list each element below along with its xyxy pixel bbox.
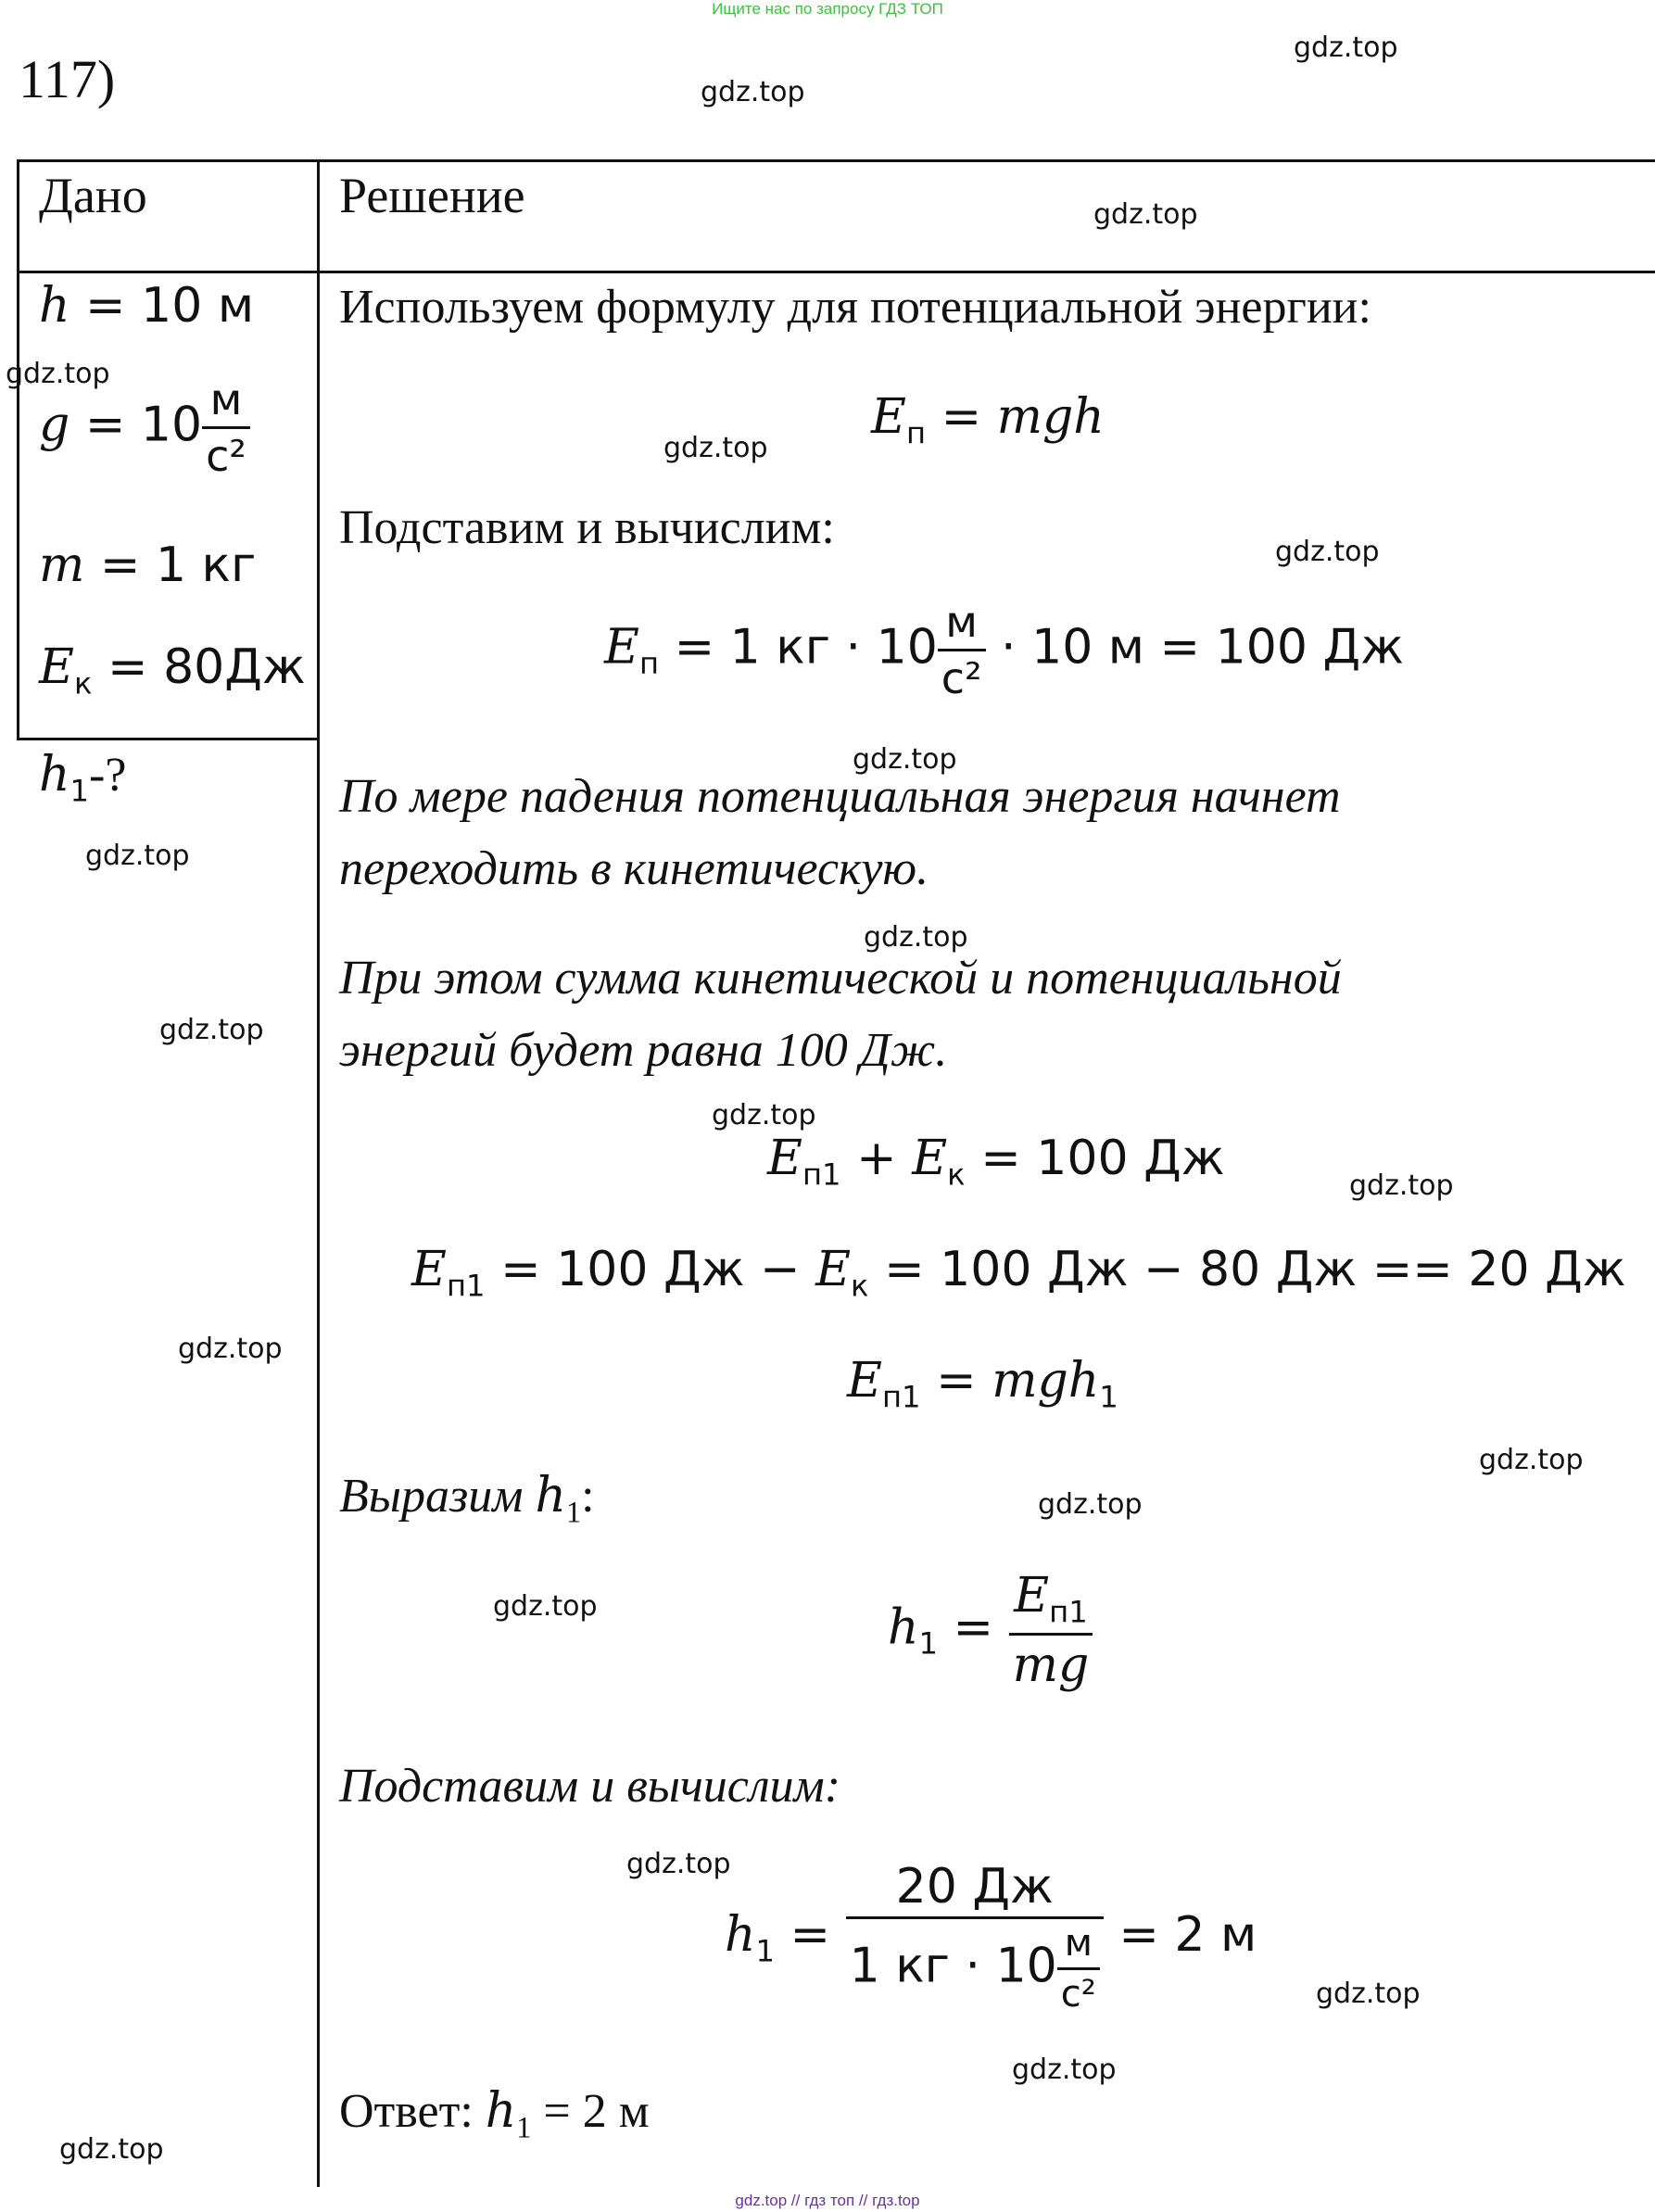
eq6-lhs-sub: 1 bbox=[918, 1625, 939, 1662]
given-m-value: = 1 кг bbox=[99, 537, 257, 593]
watermark: gdz.top bbox=[663, 432, 768, 464]
eq3-rest: = 100 Дж bbox=[980, 1131, 1225, 1186]
eq4-rest: = 100 Дж − 80 Дж == 20 Дж bbox=[884, 1242, 1626, 1297]
equation-7 bbox=[725, 1859, 1257, 2016]
watermark: gdz.top bbox=[1275, 536, 1380, 568]
eq3-plus: + bbox=[856, 1131, 897, 1186]
eq3-b: E bbox=[912, 1131, 948, 1186]
equation-2 bbox=[604, 597, 1404, 703]
eq7-fraction bbox=[846, 1859, 1104, 2016]
equation-6 bbox=[888, 1568, 1093, 1693]
eq7-eqsign: = bbox=[790, 1907, 831, 1963]
table-top-border bbox=[17, 159, 1655, 162]
watermark: gdz.top bbox=[712, 1099, 816, 1131]
eq6-frac-den: mg bbox=[1012, 1637, 1090, 1693]
watermark: gdz.top bbox=[159, 1014, 264, 1046]
eq7-lhs-sub: 1 bbox=[755, 1933, 776, 1969]
given-ek-value: = 80Дж bbox=[107, 639, 306, 695]
watermark: gdz.top bbox=[1012, 2054, 1117, 2086]
given-g-value: = 10 bbox=[84, 397, 203, 453]
solution-header: Решение bbox=[339, 168, 525, 223]
given-g-unit-num: м bbox=[202, 378, 250, 429]
watermark: gdz.top bbox=[493, 1590, 598, 1623]
solution-text-6: Подставим и вычислим: bbox=[339, 1760, 841, 1813]
answer-var: h bbox=[485, 2083, 517, 2139]
find-value: -? bbox=[89, 749, 127, 802]
eq7-lhs: h bbox=[725, 1907, 756, 1963]
given-h-var: h bbox=[39, 278, 70, 334]
find-var: h bbox=[39, 747, 70, 803]
eq7-den-unit-den: с² bbox=[1060, 1973, 1096, 2016]
eq7-den-unit-num: м bbox=[1057, 1925, 1100, 1970]
equation-5 bbox=[847, 1353, 1118, 1414]
eq4-a: E bbox=[411, 1242, 447, 1297]
eq6-frac-num bbox=[1009, 1568, 1093, 1636]
eq6-eqsign: = bbox=[953, 1599, 994, 1656]
eq2-part2: · 10 м = 100 Дж bbox=[1001, 619, 1404, 676]
text5-label: Выразим bbox=[339, 1470, 524, 1523]
eq2-lhs-sub: п bbox=[638, 645, 660, 681]
eq7-frac-den bbox=[846, 1919, 1104, 2016]
solution-text-1: Используем формулу для потенциальной энергии: bbox=[339, 281, 1371, 334]
eq3-a: E bbox=[767, 1131, 802, 1186]
watermark: gdz.top bbox=[1349, 1169, 1454, 1202]
eq4-mid: = 100 Дж − bbox=[500, 1242, 801, 1297]
text5-var: h bbox=[535, 1468, 566, 1523]
watermark: gdz.top bbox=[1093, 198, 1198, 231]
given-ek-var: E bbox=[39, 639, 74, 695]
watermark: gdz.top bbox=[853, 743, 957, 776]
eq7-frac-num: 20 Дж bbox=[846, 1863, 1104, 1919]
eq1-lhs-sub: п bbox=[905, 415, 927, 451]
watermark: gdz.top bbox=[1479, 1444, 1584, 1476]
watermark: gdz.top bbox=[85, 840, 190, 872]
header-ad-text: Ищите нас по запросу ГДЗ ТОП bbox=[712, 0, 943, 18]
eq2-fraction bbox=[938, 597, 986, 703]
given-m bbox=[39, 537, 256, 593]
eq4-b-sub: к bbox=[851, 1268, 869, 1304]
equation-4 bbox=[411, 1242, 1626, 1303]
eq5-rest: = mgh bbox=[936, 1353, 1100, 1409]
given-find-divider bbox=[17, 738, 319, 740]
solution-text-4-line-1: При этом сумма кинетической и потенциальной bbox=[339, 952, 1342, 1005]
watermark: gdz.top bbox=[626, 1848, 731, 1880]
eq5-a-sub: п1 bbox=[881, 1379, 921, 1415]
eq5-a: E bbox=[847, 1353, 882, 1409]
given-find bbox=[39, 747, 126, 808]
eq5-rest-sub: 1 bbox=[1099, 1379, 1118, 1415]
eq7-rest: = 2 м bbox=[1118, 1907, 1257, 1963]
eq7-den-a: 1 кг · 10 bbox=[849, 1938, 1057, 1994]
problem-number: 117) bbox=[19, 49, 116, 109]
eq4-b: E bbox=[815, 1242, 852, 1297]
watermark: gdz.top bbox=[6, 358, 110, 390]
given-h bbox=[39, 278, 254, 334]
solution-text-5 bbox=[339, 1468, 595, 1529]
answer-value: = 2 м bbox=[543, 2085, 650, 2138]
given-g-unit-fraction bbox=[202, 374, 250, 481]
answer-sub: 1 bbox=[516, 2110, 532, 2144]
table-header-divider bbox=[17, 271, 1655, 273]
find-sub: 1 bbox=[69, 773, 90, 809]
eq2-part1: = 1 кг · 10 bbox=[674, 619, 938, 676]
equation-3 bbox=[767, 1131, 1225, 1192]
footer-text: gdz.top // гдз топ // гдз.top bbox=[735, 2192, 920, 2209]
eq3-a-sub: п1 bbox=[802, 1157, 841, 1193]
eq1-rhs: = mgh bbox=[941, 389, 1105, 445]
given-m-var: m bbox=[39, 537, 85, 593]
watermark: gdz.top bbox=[178, 1333, 283, 1365]
table-left-border bbox=[17, 159, 19, 739]
given-ek-sub: к bbox=[73, 665, 93, 702]
table-column-divider bbox=[317, 159, 320, 2187]
eq6-num-var: E bbox=[1014, 1568, 1050, 1624]
eq2-lhs: E bbox=[604, 619, 639, 676]
given-ek bbox=[39, 639, 306, 701]
eq2-frac-num: м bbox=[938, 600, 986, 651]
given-h-value: = 10 м bbox=[85, 278, 255, 334]
solution-text-4-line-2: энергий будет равна 100 Дж. bbox=[339, 1024, 948, 1077]
given-g-var: g bbox=[39, 397, 70, 453]
given-g bbox=[39, 374, 250, 481]
eq4-a-sub: п1 bbox=[446, 1268, 486, 1304]
answer-label: Ответ: bbox=[339, 2085, 474, 2138]
watermark: gdz.top bbox=[701, 76, 805, 108]
watermark: gdz.top bbox=[1038, 1488, 1143, 1521]
answer bbox=[339, 2083, 650, 2144]
eq6-num-sub: п1 bbox=[1049, 1594, 1088, 1630]
eq3-b-sub: к bbox=[947, 1157, 966, 1193]
eq2-frac-den: с² bbox=[941, 653, 982, 703]
watermark: gdz.top bbox=[1294, 32, 1398, 64]
given-g-unit-den: с² bbox=[206, 431, 246, 481]
text5-sub: 1 bbox=[565, 1495, 582, 1529]
watermark: gdz.top bbox=[59, 2133, 164, 2166]
text5-colon: : bbox=[581, 1470, 595, 1523]
solution-text-2: Подставим и вычислим: bbox=[339, 501, 835, 554]
given-header: Дано bbox=[39, 168, 147, 223]
eq1-lhs: E bbox=[871, 389, 906, 445]
eq6-lhs: h bbox=[888, 1599, 919, 1656]
equation-1 bbox=[871, 389, 1105, 450]
solution-text-3-line-1: По мере падения потенциальная энергия начнет bbox=[339, 770, 1341, 823]
watermark: gdz.top bbox=[1316, 1978, 1421, 2010]
watermark: gdz.top bbox=[864, 921, 968, 954]
eq7-den-unit-fraction bbox=[1057, 1922, 1100, 2016]
solution-text-3-line-2: переходить в кинетическую. bbox=[339, 842, 929, 895]
eq6-fraction bbox=[1009, 1568, 1093, 1693]
